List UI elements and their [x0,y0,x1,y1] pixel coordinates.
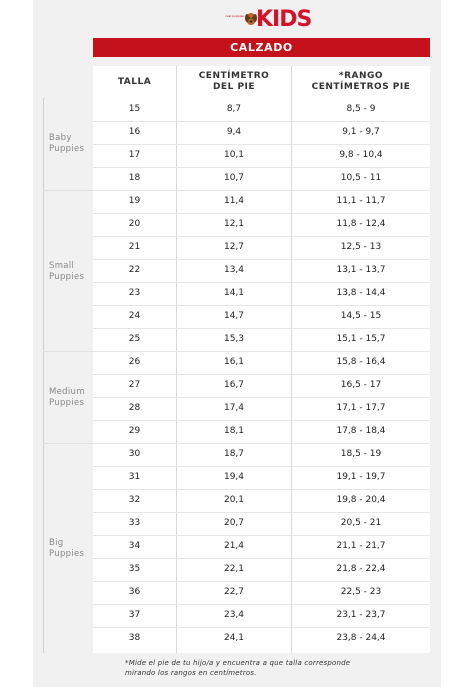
rango-cell: 21,8 - 22,4 [336,564,386,574]
centimetro-cell: 16,1 [223,357,245,367]
table-row [93,351,430,374]
rango-cell: 11,1 - 11,7 [336,196,386,206]
centimetro-cell: 12,7 [223,242,245,252]
talla-cell: 32 [128,495,141,505]
table-row [93,535,430,558]
table-row [93,167,430,190]
centimetro-cell: 18,7 [223,449,245,459]
brand-logo [214,7,312,36]
talla-cell: 24 [128,311,141,321]
row-divider [93,121,430,122]
rango-cell: 15,8 - 16,4 [336,357,386,367]
rango-cell: 9,8 - 10,4 [339,150,383,160]
table-row [93,604,430,627]
centimetro-cell: 11,4 [223,196,245,206]
table-row [93,213,430,236]
talla-cell: 26 [128,357,141,367]
table-row [93,489,430,512]
rango-cell: 8,5 - 9 [346,104,376,114]
talla-cell: 15 [128,104,141,114]
group-bracket-baby [43,98,44,190]
row-divider [93,535,430,536]
row-divider [93,512,430,513]
centimetro-cell: 17,4 [223,403,245,413]
row-divider [93,489,430,490]
table-row [93,144,430,167]
centimetro-cell: 22,7 [223,587,245,597]
rango-cell: 12,5 - 13 [340,242,382,252]
row-divider [93,420,430,421]
header-talla: TALLA [117,76,152,87]
rango-cell: 22,5 - 23 [340,587,382,597]
table-row [93,236,430,259]
talla-cell: 22 [128,265,141,275]
centimetro-cell: 10,1 [223,150,245,160]
row-divider [93,144,430,145]
footnote: *Mide el pie de tu hijo/a y encuentra a que talla corresponde mirando los rangos en centímetros. [125,659,351,677]
row-divider [93,374,430,375]
rango-cell: 21,1 - 21,7 [336,541,386,551]
table-row [93,466,430,489]
rango-cell: 10,5 - 11 [340,173,382,183]
rango-cell: 16,5 - 17 [340,380,382,390]
talla-cell: 38 [128,633,141,643]
group-divider [43,190,93,191]
group-divider [43,351,93,352]
talla-cell: 36 [128,587,141,597]
talla-cell: 17 [128,150,141,160]
table-row [93,512,430,535]
rango-cell: 11,8 - 12,4 [336,219,386,229]
row-divider [93,282,430,283]
row-divider [93,305,430,306]
rango-cell: 9,1 - 9,7 [342,127,380,137]
table-row [93,581,430,604]
talla-cell: 28 [128,403,141,413]
row-divider [93,466,430,467]
table-row [93,98,430,121]
table-row [93,627,430,650]
group-label-baby-puppies: Baby Puppies [49,133,85,154]
centimetro-cell: 10,7 [223,173,245,183]
centimetro-cell: 14,7 [223,311,245,321]
rango-cell: 17,8 - 18,4 [336,426,386,436]
table-row [93,420,430,443]
rango-cell: 15,1 - 15,7 [336,334,386,344]
centimetro-cell: 8,7 [226,104,242,114]
talla-cell: 16 [128,127,141,137]
talla-cell: 18 [128,173,141,183]
talla-cell: 23 [128,288,141,298]
rango-cell: 20,5 - 21 [340,518,382,528]
row-divider [93,236,430,237]
row-divider [93,558,430,559]
table-row [93,305,430,328]
talla-cell: 30 [128,449,141,459]
table-row [93,558,430,581]
centimetro-cell: 22,1 [223,564,245,574]
rango-cell: 14,5 - 15 [340,311,382,321]
talla-cell: 37 [128,610,141,620]
talla-cell: 25 [128,334,141,344]
talla-cell: 20 [128,219,141,229]
rango-cell: 17,1 - 17,7 [336,403,386,413]
row-divider [93,581,430,582]
row-divider [93,627,430,628]
rango-cell: 13,1 - 13,7 [336,265,386,275]
centimetro-cell: 20,7 [223,518,245,528]
table-row [93,282,430,305]
row-divider [93,604,430,605]
talla-cell: 31 [128,472,141,482]
centimetro-cell: 16,7 [223,380,245,390]
group-label-small-puppies: Small Puppies [49,261,85,282]
rango-cell: 13,8 - 14,4 [336,288,386,298]
chart-title-banner: CALZADO [93,38,430,57]
centimetro-cell: 13,4 [223,265,245,275]
talla-cell: 19 [128,196,141,206]
centimetro-cell: 14,1 [223,288,245,298]
row-divider [93,167,430,168]
table-row [93,374,430,397]
talla-cell: 29 [128,426,141,436]
centimetro-cell: 24,1 [223,633,245,643]
rango-cell: 19,1 - 19,7 [336,472,386,482]
centimetro-cell: 12,1 [223,219,245,229]
centimetro-cell: 21,4 [223,541,245,551]
centimetro-cell: 19,4 [223,472,245,482]
centimetro-cell: 20,1 [223,495,245,505]
centimetro-cell: 18,1 [223,426,245,436]
group-bracket-big [43,443,44,653]
row-divider [93,443,430,444]
logo-small-text: real puppies [225,14,244,18]
group-label-big-puppies: Big Puppies [49,538,85,559]
row-divider [93,351,430,352]
centimetro-cell: 9,4 [226,127,242,137]
logo-brand-text: KIDS [256,7,312,32]
row-divider [93,213,430,214]
rango-cell: 23,1 - 23,7 [336,610,386,620]
group-bracket-medium [43,351,44,443]
table-row [93,121,430,144]
talla-cell: 27 [128,380,141,390]
row-divider [93,328,430,329]
talla-cell: 33 [128,518,141,528]
group-label-medium-puppies: Medium Puppies [49,387,85,408]
talla-cell: 34 [128,541,141,551]
header-centimetro: CENTÍMETRO DEL PIE [198,71,270,92]
row-divider [93,190,430,191]
rango-cell: 23,8 - 24,4 [336,633,386,643]
table-row [93,397,430,420]
row-divider [93,259,430,260]
group-divider [43,443,93,444]
table-row [93,190,430,213]
rango-cell: 18,5 - 19 [340,449,382,459]
header-rango: *RANGO CENTÍMETROS PIE [311,71,411,92]
table-row [93,443,430,466]
centimetro-cell: 23,4 [223,610,245,620]
row-divider [93,397,430,398]
group-bracket-small [43,190,44,351]
talla-cell: 21 [128,242,141,252]
table-row [93,259,430,282]
table-row [93,328,430,351]
talla-cell: 35 [128,564,141,574]
rango-cell: 19,8 - 20,4 [336,495,386,505]
centimetro-cell: 15,3 [223,334,245,344]
